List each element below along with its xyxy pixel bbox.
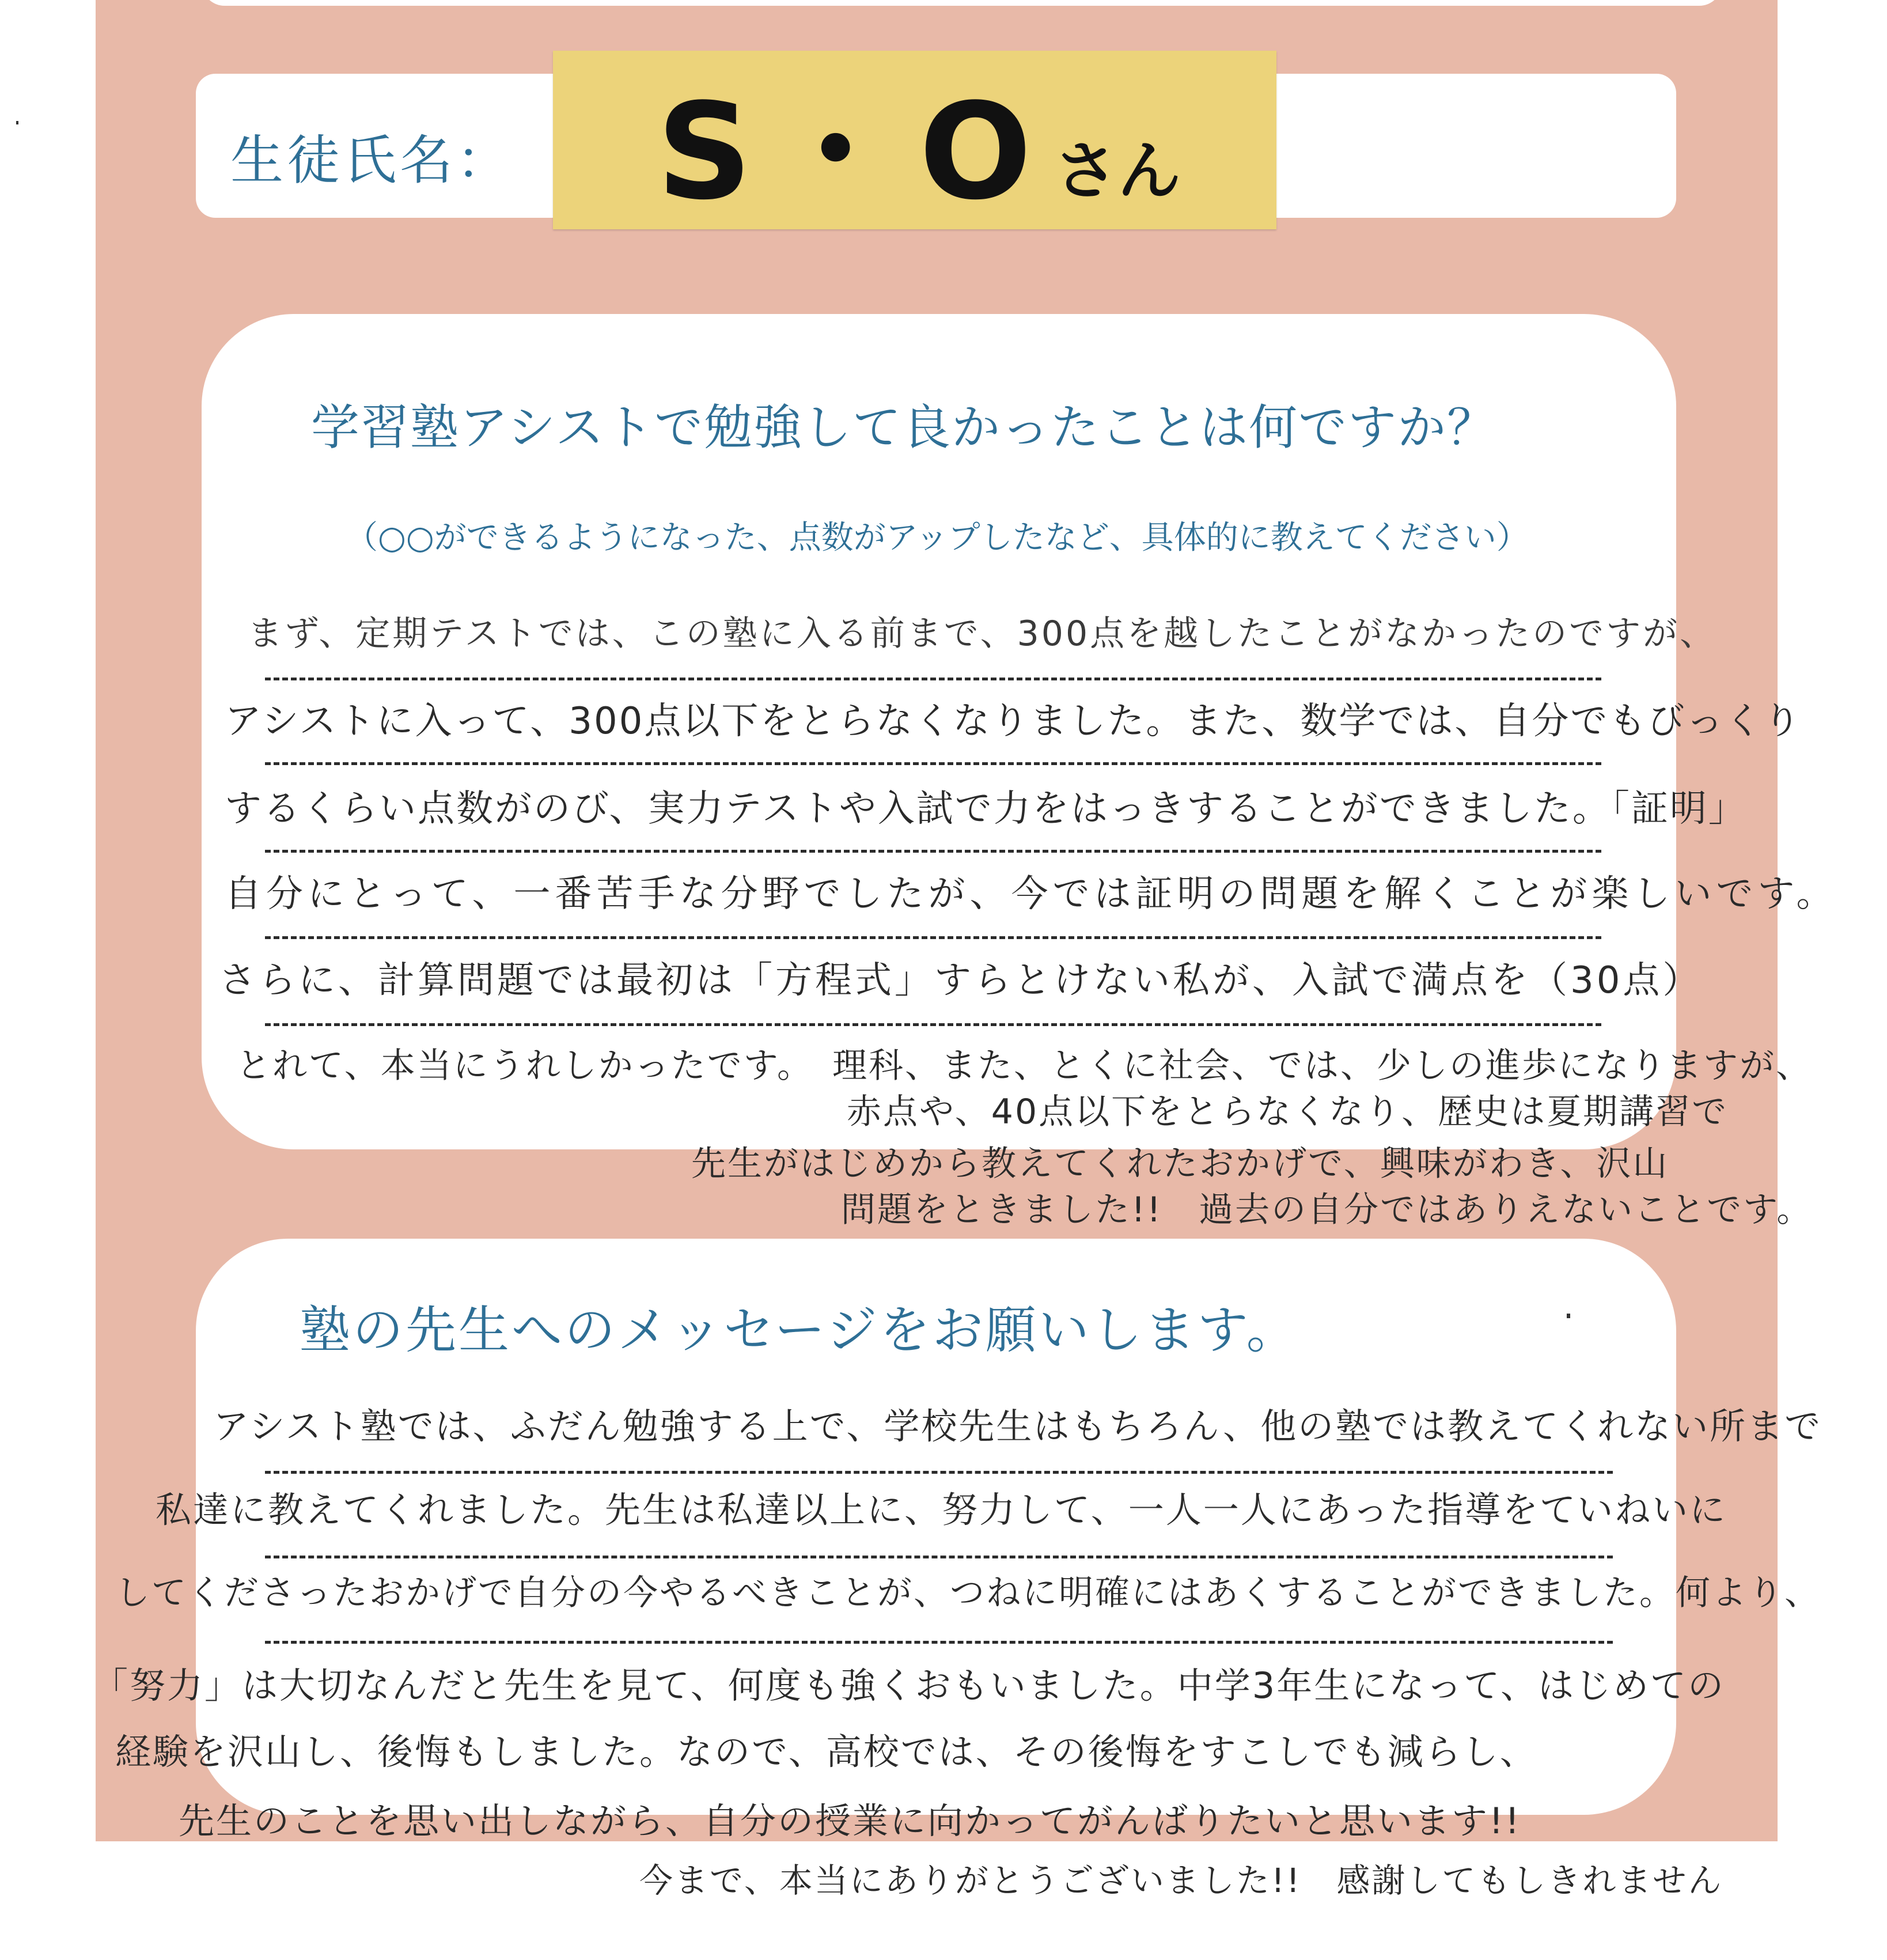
answer-rule (265, 1641, 1613, 1644)
answer-rule (265, 762, 1601, 765)
answer1-line: 先生がはじめから教えてくれたおかげで、興味がわき、沢山 (691, 1144, 1669, 1184)
answer2-line: 「努力」は大切なんだと先生を見て、何度も強くおもいました。中学3年生になって、はじめての (92, 1664, 1725, 1707)
answer-rule (265, 1023, 1601, 1026)
answer1-line: とれて、本当にうれしかったです。 理科、また、とくに社会、では、少しの進歩になりますが、 (236, 1046, 1812, 1086)
student-name-label: 生徒氏名： (230, 130, 513, 191)
question1-subtitle: （○○ができるようになった、点数がアップしたなど、具体的に教えてください） (346, 519, 1529, 557)
answer2-line: 経験を沢山し、後悔もしました。なので、高校では、その後悔をすこしでも減らし、 (115, 1731, 1537, 1773)
answer1-line: 問題をときました!! 過去の自分ではありえないことです。 (841, 1190, 1813, 1230)
answer1-line: さらに、計算問題では最初は「方程式」すらとけない私が、入試で満点を（30点） (219, 959, 1703, 1002)
answer2-line: 私達に教えてくれました。先生は私達以上に、努力して、一人一人にあった指導をていねいに (156, 1489, 1727, 1531)
student-name-value: S・O (657, 75, 1049, 229)
answer2-line: 今まで、本当にありがとうございました!! 感謝してもしきれません (639, 1861, 1723, 1900)
question2-title: 塾の先生へのメッセージをお願いします。 (300, 1300, 1299, 1360)
answer1-line: するくらい点数がのび、実力テストや入試で力をはっきすることができました。「証明」 (225, 788, 1747, 830)
answer2-line: 先生のことを思い出しながら、自分の授業に向かってがんばりたいと思います!! (179, 1800, 1521, 1842)
answer2-line: アシスト塾では、ふだん勉強する上で、学校先生はもちろん、他の塾では教えてくれない所まで (213, 1405, 1822, 1447)
top-panel-edge (202, 0, 1722, 6)
answer1-line: 自分にとって、一番苦手な分野でしたが、今では証明の問題を解くことが楽しいです。 (225, 873, 1838, 915)
answer1-line: まず、定期テストでは、この塾に入る前まで、300点を越したことがなかったのですが、 (248, 614, 1717, 654)
answer-rule (265, 678, 1601, 680)
question1-title: 学習塾アシストで勉強して良かったことは何ですか？ (311, 399, 1497, 456)
answer2-line: してくださったおかげで自分の今やるべきことが、つねに明確にはあくすることができました。何より、 (115, 1573, 1821, 1613)
pen-mark (1567, 1314, 1570, 1318)
answer1-line: アシストに入って、300点以下をとらなくなりました。また、数学では、自分でもびっくり (225, 700, 1802, 743)
pen-mark (16, 121, 18, 124)
answer-rule (265, 1471, 1613, 1474)
answer1-line: 赤点や、40点以下をとらなくなり、歴史は夏期講習で (847, 1092, 1729, 1132)
student-name-suffix: さん (1054, 134, 1181, 208)
answer-rule (265, 850, 1601, 853)
answer-rule (265, 1556, 1613, 1558)
answer-rule (265, 936, 1601, 939)
